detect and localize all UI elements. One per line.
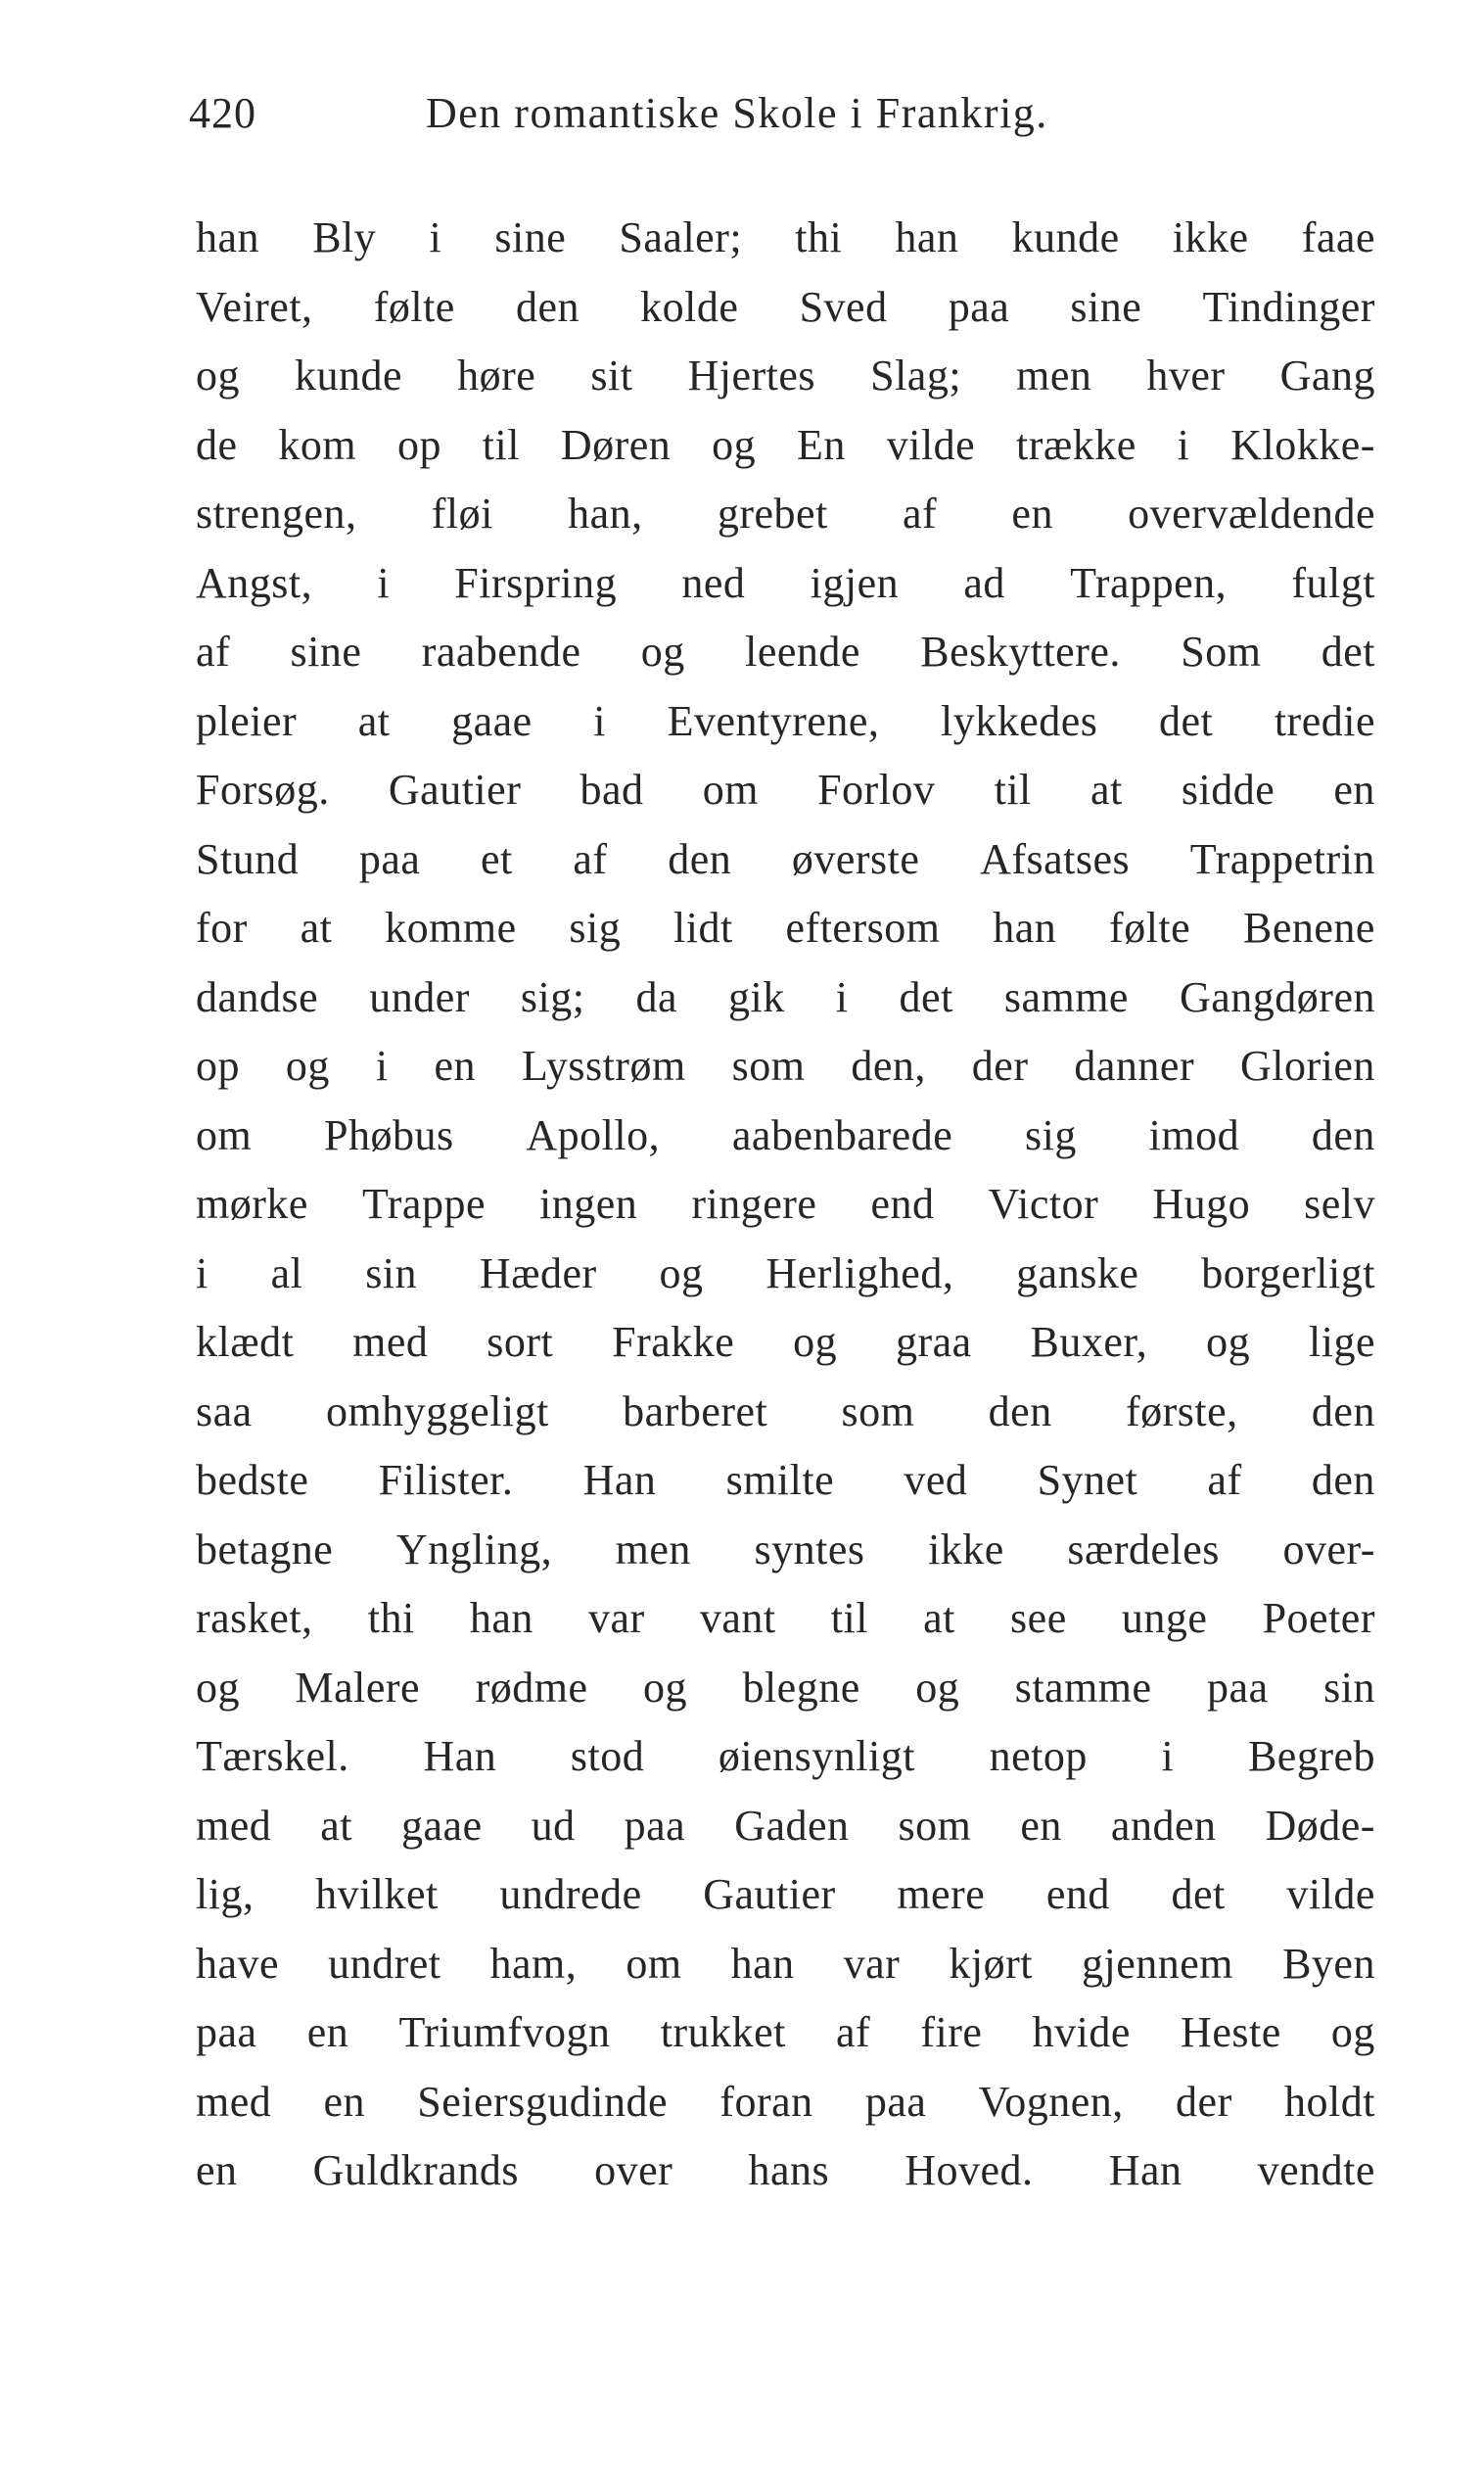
word: Vognen, [978,2077,1124,2126]
word: kunde [295,352,403,399]
word: til [830,1594,868,1642]
word: i [375,1042,389,1090]
word: Trappetrin [1189,834,1375,883]
word: gaae [401,1801,483,1850]
word: hver [1146,352,1226,399]
word: bad [580,766,644,814]
word: grebet [717,490,828,538]
word: lige [1309,1318,1375,1366]
word: gik [728,972,785,1021]
word: ganske [1016,1248,1139,1297]
word: de [196,420,238,469]
word: det [899,972,953,1021]
text-line [196,1032,1375,1102]
word: en [1333,766,1375,814]
word: han [196,213,260,261]
word: øverste [791,834,920,883]
word: den, [851,1042,926,1090]
word: og [712,420,757,469]
word: anden [1110,1801,1217,1850]
word: Beskyttere. [920,628,1121,676]
word: og [285,1042,330,1090]
word: Han [582,1456,657,1504]
word: saa [196,1386,253,1435]
word: mørke [196,1180,308,1228]
word: syntes [754,1525,865,1573]
word: og [196,352,240,399]
text-line [196,1998,1375,2068]
word: raabende [421,628,581,676]
word: sit [590,352,633,399]
word: i [1177,420,1190,469]
word: Herlighed, [765,1248,954,1297]
word: den [1311,1110,1375,1159]
word: Slag; [870,352,962,399]
word: over- [1282,1525,1375,1573]
word: Bly [312,213,377,261]
word: høre [457,352,536,399]
word: unge [1121,1594,1208,1642]
word: særdeles [1067,1525,1220,1573]
word: at [300,904,333,952]
word: og [196,1663,240,1712]
word: fulgt [1291,558,1375,607]
word: omhyggeligt [325,1386,549,1435]
text-line [196,1516,1375,1585]
word: at [320,1801,353,1850]
text-line [196,963,1375,1033]
word: af [196,628,231,676]
word: Victor [988,1180,1099,1228]
word: Firspring [454,558,618,607]
word: Trappe [361,1180,486,1228]
word: ud [531,1801,576,1850]
word: fløi [431,490,493,538]
word: for [196,904,248,952]
word: vant [699,1594,776,1642]
word: ringere [691,1180,817,1228]
word: Veiret, [196,282,313,331]
text-line [196,411,1375,481]
word: han, [568,490,643,538]
word: Sved [799,282,888,331]
word: vilde [1286,1870,1375,1918]
word: det [1171,1870,1226,1918]
word: rødme [475,1663,588,1712]
word: foran [719,2077,813,2126]
word: Malere [295,1663,421,1712]
word: Heste [1181,2008,1281,2056]
word: sine [494,213,567,261]
word: overvældende [1128,490,1375,538]
text-line [196,1378,1375,1447]
word: men [615,1525,691,1573]
word: men [1016,352,1092,399]
word: over [594,2146,673,2194]
word: bedste [196,1456,309,1504]
word: Triumfvogn [398,2008,611,2056]
word: første, [1125,1386,1238,1435]
word: i [196,1248,209,1297]
word: en [196,2146,238,2194]
word: Benene [1242,904,1375,952]
word: Synet [1037,1456,1138,1504]
page-number: 420 [189,89,256,137]
word: hvide [1032,2008,1131,2056]
word: og [640,628,685,676]
word: see [1010,1594,1067,1642]
word: med [352,1318,429,1366]
word: borgerligt [1201,1248,1375,1297]
text-line [196,204,1375,273]
word: holdt [1283,2077,1375,2126]
word: af [836,2008,871,2056]
word: i [593,696,606,745]
text-line [196,618,1375,687]
text-line [196,342,1375,411]
word: som [841,1386,915,1435]
text-line [196,1584,1375,1654]
word: dandse [196,972,319,1021]
word: paa [196,2008,257,2056]
word: Poeter [1262,1594,1375,1642]
word: kolde [640,282,739,331]
word: Frakke [612,1318,735,1366]
word: klædt [196,1318,295,1366]
word: det [1158,696,1214,745]
word: og [659,1248,704,1297]
word: Hæder [479,1248,597,1297]
word: under [369,972,470,1021]
word: den [668,834,732,883]
text-line [196,1722,1375,1792]
word: strengen, [196,490,357,538]
word: Hugo [1152,1180,1251,1228]
word: stod [570,1732,645,1780]
word: den [1311,1456,1375,1504]
word: ad [963,558,1005,607]
word: faae [1301,213,1375,261]
word: Gautier [703,1870,836,1918]
text-line [196,480,1375,549]
word: og [1330,2008,1375,2056]
word: Glorien [1240,1042,1375,1090]
word: Gang [1279,352,1375,399]
word: kunde [1011,213,1120,261]
word: Apollo, [526,1110,661,1159]
word: stamme [1014,1663,1152,1712]
word: der [971,1042,1029,1090]
word: Byen [1282,1939,1375,1988]
word: mere [897,1870,986,1918]
word: fire [920,2008,983,2056]
word: Yngling, [395,1525,553,1573]
word: blegne [742,1663,860,1712]
word: og [793,1318,838,1366]
word: lykkedes [941,696,1098,745]
word: paa [864,2077,927,2126]
word: op [396,420,441,469]
word: som [898,1801,972,1850]
word: han [895,213,959,261]
word: med [196,2077,272,2126]
word: igjen [810,558,900,607]
word: en [1020,1801,1062,1850]
word: at [1090,766,1123,814]
word: Døde- [1265,1801,1375,1850]
word: han [469,1594,533,1642]
word: undret [328,1939,441,1988]
body-text [196,204,1375,2206]
word: ikke [1172,213,1249,261]
word: Som [1181,628,1262,676]
word: leende [745,628,860,676]
word: der [1176,2077,1232,2126]
text-line [196,825,1375,895]
word: sine [1070,282,1142,331]
word: lig, [196,1870,255,1918]
word: ham, [489,1939,578,1988]
word: sin [1323,1663,1375,1712]
word: trække [1016,420,1136,469]
word: vendte [1257,2146,1375,2194]
word: Gaden [734,1801,850,1850]
word: end [870,1180,935,1228]
text-line [196,756,1375,825]
text-line [196,1170,1375,1240]
word: barberet [623,1386,768,1435]
text-line [196,894,1375,963]
word: følte [1109,904,1191,952]
word: rasket, [196,1594,313,1642]
word: sort [487,1318,554,1366]
word: var [843,1939,901,1988]
word: en [434,1042,476,1090]
word: Seiersgudinde [417,2077,669,2126]
word: en [1011,490,1053,538]
word: sig [1025,1110,1077,1159]
word: af [573,834,608,883]
word: paa [1207,1663,1269,1712]
word: betagne [196,1525,334,1573]
word: tredie [1274,696,1375,745]
word: aabenbarede [731,1110,953,1159]
word: Eventyrene, [667,696,880,745]
word: den [1311,1386,1375,1435]
word: og [915,1663,960,1712]
word: et [481,834,513,883]
word: Klokke- [1230,420,1375,469]
word: ned [681,558,746,607]
word: Saaler; [619,213,743,261]
word: Tindinger [1202,282,1375,331]
word: Trappen, [1070,558,1228,607]
word: Hjertes [687,352,816,399]
word: Phøbus [324,1110,454,1159]
word: al [270,1248,303,1297]
text-line [196,549,1375,619]
word: ved [904,1456,968,1504]
word: kom [278,420,357,469]
text-line [196,273,1375,343]
word: sin [365,1248,418,1297]
word: var [588,1594,645,1642]
word: om [626,1939,682,1988]
word: og [642,1663,687,1712]
word: kjørt [949,1939,1033,1988]
word: undrede [499,1870,642,1918]
word: Afsatses [980,834,1131,883]
word: til [994,766,1032,814]
word: han [730,1939,795,1988]
word: gaae [451,696,533,745]
word: gjennem [1082,1939,1234,1988]
word: i [1161,1732,1175,1780]
word: netop [989,1732,1088,1780]
text-line [196,1654,1375,1723]
word: sig [569,904,622,952]
word: eftersom [785,904,941,952]
word: Gangdøren [1179,972,1375,1021]
word: Lysstrøm [521,1042,686,1090]
page-header [189,84,1373,143]
word: og [1206,1318,1251,1366]
word: at [357,696,391,745]
word: af [903,490,938,538]
word: Døren [560,420,672,469]
word: det [1321,628,1375,676]
word: Buxer, [1030,1318,1148,1366]
text-line [196,1860,1375,1930]
word: hans [748,2146,830,2194]
word: af [1207,1456,1242,1504]
word: en [323,2077,366,2126]
word: samme [1003,972,1129,1021]
word: i [835,972,849,1021]
text-line [196,2136,1375,2206]
word: paa [624,1801,686,1850]
running-title: Den romantiske Skole i Frankrig. [426,89,1048,137]
word: imod [1148,1110,1240,1159]
text-line [196,1792,1375,1861]
word: Hoved. [904,2146,1034,2194]
text-line [196,687,1375,757]
word: til [482,420,520,469]
word: en [306,2008,349,2056]
word: Gautier [388,766,522,814]
word: have [196,1939,280,1988]
word: Forsøg. [196,766,330,814]
word: om [702,766,759,814]
word: med [196,1801,272,1850]
word: trukket [660,2008,786,2056]
word: En [796,420,846,469]
word: den [988,1386,1052,1435]
word: at [923,1594,955,1642]
word: Filister. [378,1456,514,1504]
word: komme [385,904,517,952]
word: hvilket [315,1870,439,1918]
word: Angst, [196,558,313,607]
word: i [377,558,391,607]
word: op [196,1042,240,1090]
text-line [196,2068,1375,2137]
text-line [196,1102,1375,1171]
word: thi [795,213,843,261]
word: paa [948,282,1010,331]
word: thi [367,1594,415,1642]
word: sine [290,628,362,676]
word: da [635,972,678,1021]
word: graa [895,1318,972,1366]
word: han [993,904,1057,952]
word: end [1045,1870,1110,1918]
word: lidt [673,904,733,952]
word: Han [423,1732,497,1780]
word: sidde [1181,766,1275,814]
word: selv [1304,1180,1375,1228]
word: øiensynligt [718,1732,915,1780]
text-line [196,1446,1375,1516]
word: Tærskel. [196,1732,349,1780]
word: smilte [725,1456,835,1504]
word: Forlov [817,766,936,814]
word: Han [1108,2146,1183,2194]
word: i [429,213,442,261]
word: ingen [539,1180,638,1228]
word: den [515,282,580,331]
word: vilde [886,420,976,469]
word: danner [1074,1042,1195,1090]
word: Stund [196,834,300,883]
text-line [196,1308,1375,1378]
word: om [196,1110,253,1159]
word: følte [373,282,455,331]
word: sig; [520,972,585,1021]
text-line [196,1240,1375,1309]
word: som [731,1042,806,1090]
word: pleier [196,696,298,745]
word: paa [358,834,421,883]
word: Begreb [1247,1732,1375,1780]
word: Guldkrands [312,2146,519,2194]
word: ikke [928,1525,1004,1573]
text-line [196,1930,1375,1999]
